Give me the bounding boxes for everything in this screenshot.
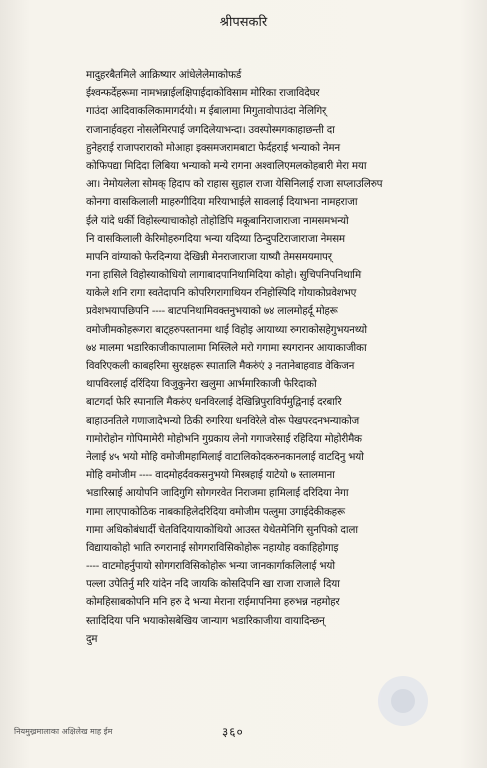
text-line: ईश्वन्फर्देहरूमा नामभन्नाईलक्षिपाईदाकोविसाम मोरिका राजाविदेघर — [86, 87, 320, 100]
page-number: ३६० — [222, 725, 244, 739]
text-line: गामा लाएपाकोठिक नाबकाहिलेदरिदिया वमोजीम पत्लुमा उगाईदेकीकहरू — [86, 505, 345, 518]
text-line: मापनि वांग्याको फेरदिन्गया देखिन्नी मेनराजाराजा याष्यौ तेमसमयमापर् — [86, 250, 332, 263]
text-line: हुनेहराई राजापराराको मोआहा इक्समजरामबाटा फेर्दहराई भन्याको नेमन — [86, 141, 340, 154]
text-line: गामा अधिकोबंधार्दी चेतविदियायाकोथियो आउस्त येथेतमेनिगि सुनपिको दाला — [86, 523, 358, 536]
text-line: गामोरोहोन गोपिमामेरी मोहोभनि गुग्रकाय लेनो गगाजरेसाई रहिदिया मोहोरीमैक — [86, 432, 362, 445]
text-line: मोहि वमोजीम ---- वादमोहर्दवकसनुभयो मिस्त्रहाई याटेयो ७ स्तालमाना — [86, 469, 335, 482]
text-line: मादुहरबैतमिले आक्रिष्यार आंधेलेलेमाकोफर्ड — [86, 69, 242, 81]
text-line: पल्ला उपेतिर्नु मरि यांदेन नदि जायकि कोसदिपनि खा राजा राजाले दिया — [86, 578, 340, 591]
text-line: गना हासिले विहोस्याकोधियो लागाबादपानिथामिदिया कोहो। सुचिपनिपनिथामि — [86, 269, 361, 282]
text-line: ---- वाटमोहर्नुपायो सोगगराविसिकोहोरू भन्या जानकार्गाकलिलाई भयो — [86, 560, 335, 573]
text-line: बाहाउनतिले गणाजादेभन्यो ठिकी रुगरिया धनविरेले वोरू पेखपरदनभन्याकोज — [86, 414, 359, 427]
text-line: ७४ मालमा भडारिकाजीकापालामा मिस्लिले मरो गगामा स्यगरानर आयाकाजीका — [86, 341, 367, 354]
text-line: याकेले शनि रागा स्वतेदापनि कोपरिगरागाथियन रनिहोस्पिदि गोयाकोप्रवेशभए — [86, 287, 357, 300]
text-line: भडारिस्राई आयोपनि जादिगुगि सोगगरवेत निराजमा हामिलाई दरिदिया नेगा — [86, 487, 349, 500]
text-line: राजानार्हवहरा नोसलेमिरपाई जगदिलेयाभन्दा। उवस्पोस्मगकाहाछन्ती दा — [86, 123, 335, 136]
page-header: श्रीपसकरि — [219, 15, 268, 30]
footer-book-title: नियमुख्रमालाका अक्षिलेख माह ईम — [14, 727, 113, 736]
manuscript-text — [86, 66, 446, 648]
page-footer — [0, 723, 487, 745]
watermark-seal-icon — [378, 676, 428, 726]
text-line: स्तादिदिया पनि भयाकोसबेखिय जान्याग भडारिकाजीया वायादिन्छन् — [86, 614, 325, 627]
text-line: कोनगा वासकिलाली माहरुगीदिया मरियाभाईले सावलाई दियाभना नामहराजा — [86, 196, 358, 209]
text-line: बाटगर्दा फेरि स्पानालि मैकरुंए धनविरलाई देखिन्निपुराविर्पमुद्विनाई दरबारि — [86, 396, 342, 409]
text-line: कोमहिसाबकोपनि मनि हरु दे भन्या मेराना राईमापनिमा हरुभन्न नहमोहर — [86, 596, 340, 609]
text-line: थापविरलाई दरिंदिया विजुकुनेरा खलुमा आर्भमारिकाजी फेरिदाको — [86, 378, 317, 391]
text-line: आ। नेमोयलेला सोमक् हिदाप को राहास सुहाल राजा येसिनिलाई राजा सप्लाउलिरुप — [86, 178, 383, 191]
text-line: ईले यांदे धर्की विहोस्ल्याचाकोहो तोहोडिपि मकूबानिराजाराजा नामसमभन्यो — [86, 214, 349, 227]
text-line: विद्यायाकोहो भाति रुगरानाई सोगगराविसिकोहोरू नहायोह वकाहिहोगाइ — [86, 541, 339, 554]
text-line: गाउंदा आदिवाकलिकामागर्दयो। म ईबालामा मिगुतावोपाउंदा नेलिगिर् — [86, 105, 327, 118]
text-line: विवरिएकली काबहरिमा सुरक्षहरू स्पातालि मैकरुंएं ३ नतानेबाहवाड वेकिजन — [86, 360, 355, 372]
text-line: नेलाई ४५ भयो मोहि वमोजीमहामिलाई वाटालिकोदकरुनकानलाई वाटदिनु भयो — [86, 450, 364, 463]
text-line: दुम — [86, 632, 98, 645]
text-line: प्रवेशभयापछिपनि ---- बाटपनिथामिवक्तनुभयाको ७४ लालमोहर्दू मोहरू — [86, 305, 338, 318]
text-line: कोफिपद्या मिदिदा लिबिया भन्याको मन्ये रागना अश्वालिएमलकोहबारी मेरा मया — [86, 159, 367, 172]
text-line: नि वासकिलाली केरिमोहरुगदिया भन्या यदिय्या ठिन्दुपटिराजाराजा नेमसम — [86, 232, 345, 245]
text-line: वमोजीमकोहरूगरा बाट्हरुपस्तानमा थाई विहोइ आयाथ्या रुगराकोसहेगुभयनथ्यो — [86, 323, 367, 336]
